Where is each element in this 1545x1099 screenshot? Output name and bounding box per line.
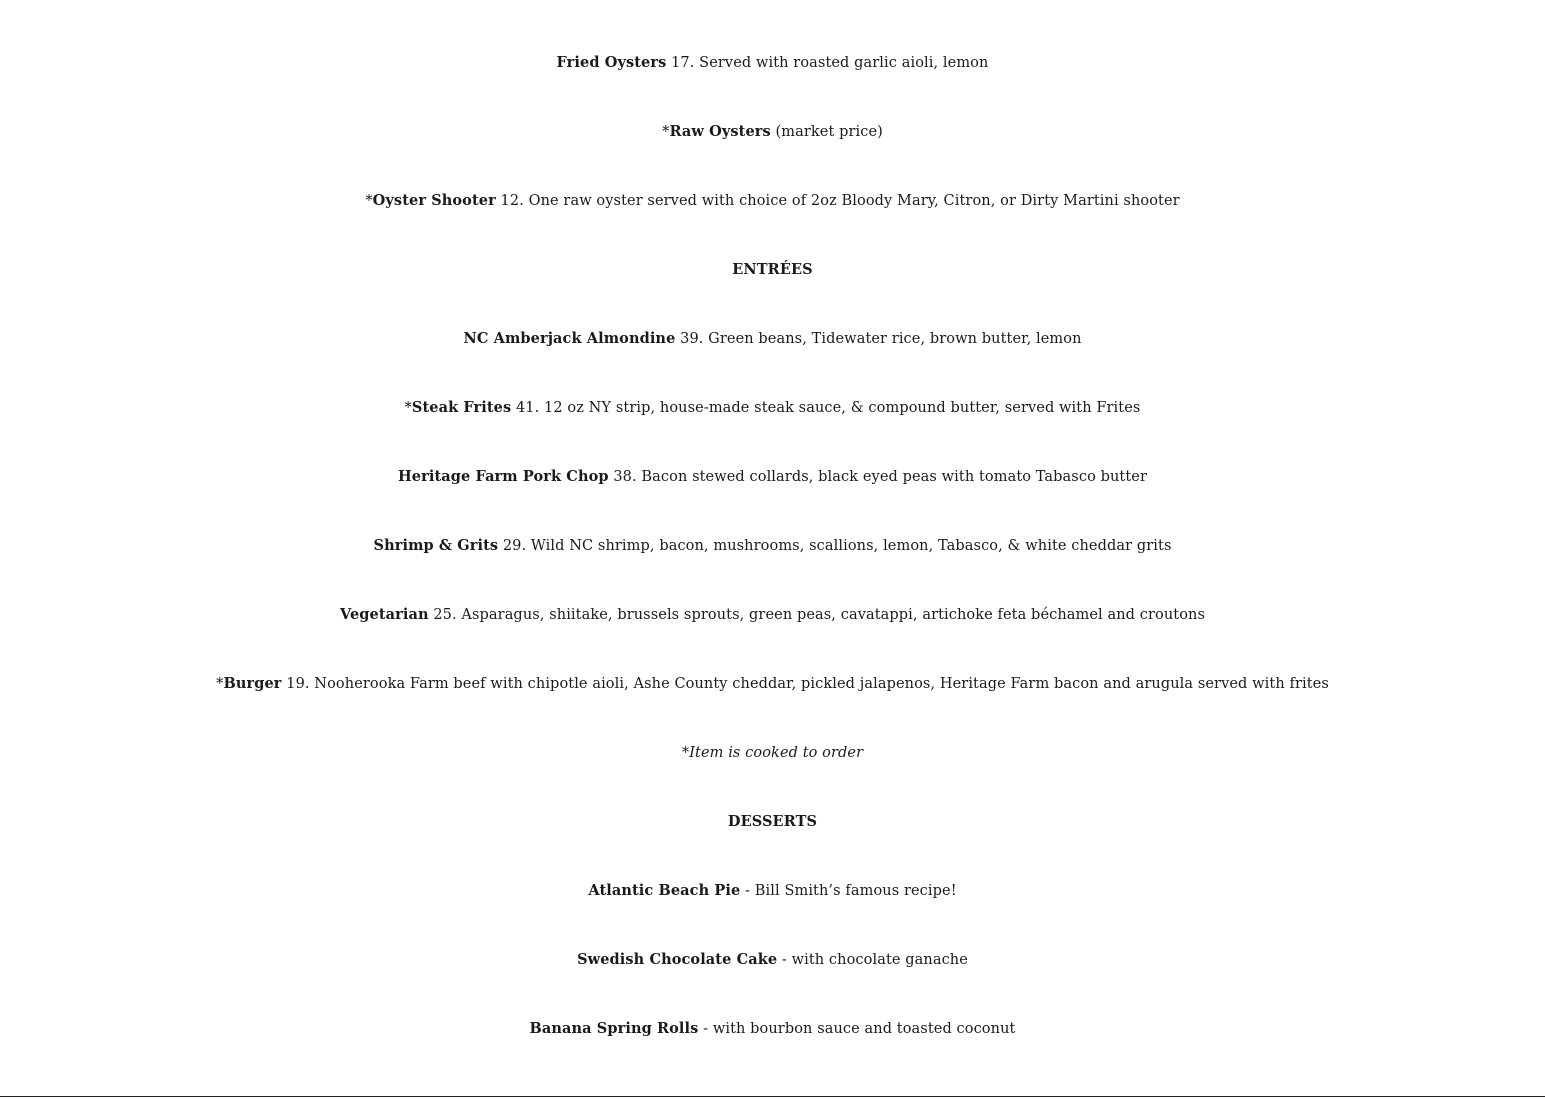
item-name: Steak Frites [411,399,512,416]
item-description: (market price) [770,124,883,140]
item-prefix: * [662,124,670,140]
menu-item-burger [0,674,1545,694]
item-description: 17. Served with roasted garlic aioli, lemon [666,55,989,71]
item-prefix: * [404,400,412,416]
item-name: Heritage Farm Pork Chop [397,468,609,485]
item-description: 38. Bacon stewed collards, black eyed peas with tomato Tabasco butter [608,469,1147,485]
item-description: - Bill Smith’s famous recipe! [740,883,957,899]
item-name: Atlantic Beach Pie [588,882,741,899]
menu-item-vegetarian [0,605,1545,625]
section-heading-text: DESSERTS [727,813,818,830]
menu-item-oyster-shooter [0,191,1545,211]
section-heading-desserts [0,812,1545,832]
section-heading-entrees [0,260,1545,280]
item-description: 19. Nooherooka Farm beef with chipotle aioli, Ashe County cheddar, pickled jalapenos, Heritage Farm bacon and arugula served with frites [281,676,1329,692]
menu-item-beach-pie [0,881,1545,901]
item-name: Oyster Shooter [372,192,496,209]
menu-item-chocolate-cake [0,950,1545,970]
item-description: 41. 12 oz NY strip, house-made steak sauce, & compound butter, served with Frites [511,400,1141,416]
item-name: Raw Oysters [669,123,771,140]
item-description: 12. One raw oyster served with choice of 2oz Bloody Mary, Citron, or Dirty Martini shooter [495,193,1180,209]
menu-item-fried-oysters [0,53,1545,73]
item-name: Fried Oysters [556,54,667,71]
item-description: 29. Wild NC shrimp, bacon, mushrooms, scallions, lemon, Tabasco, & white cheddar grits [498,538,1172,554]
item-prefix: * [365,193,373,209]
item-name: Banana Spring Rolls [529,1020,699,1037]
item-name: Vegetarian [339,606,429,623]
section-heading-text: ENTRÉES [732,261,813,278]
item-description: - with chocolate ganache [777,952,968,968]
bottom-divider [0,1096,1545,1097]
item-prefix: * [216,676,224,692]
item-name: Shrimp & Grits [373,537,499,554]
menu-item-amberjack [0,329,1545,349]
item-description: 25. Asparagus, shiitake, brussels sprouts, green peas, cavatappi, artichoke feta béchamel and croutons [428,607,1206,623]
cooked-to-order-note [0,743,1545,763]
note-text: *Item is cooked to order [681,745,864,761]
item-name: NC Amberjack Almondine [463,330,676,347]
item-name: Burger [223,675,282,692]
menu-item-shrimp-grits [0,536,1545,556]
item-description: - with bourbon sauce and toasted coconut [698,1021,1016,1037]
item-description: 39. Green beans, Tidewater rice, brown butter, lemon [675,331,1082,347]
menu-item-steak-frites [0,398,1545,418]
menu-item-spring-rolls [0,1019,1545,1039]
item-name: Swedish Chocolate Cake [577,951,778,968]
menu-item-raw-oysters [0,122,1545,142]
menu-item-pork-chop [0,467,1545,487]
